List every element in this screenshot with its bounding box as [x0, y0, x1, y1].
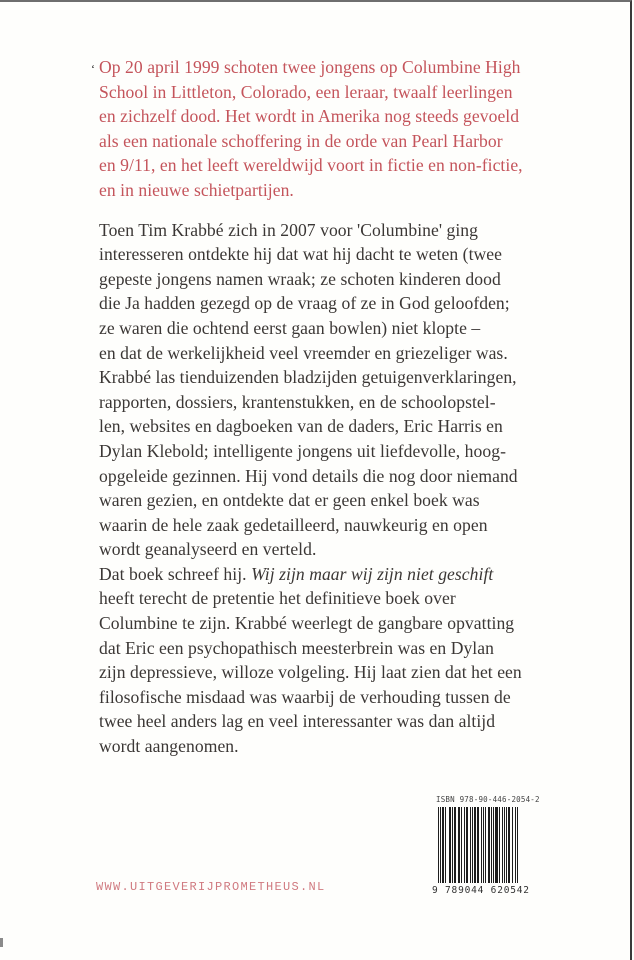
- scan-edge-mark: [0, 938, 3, 947]
- body-paragraph: [99, 218, 559, 759]
- publisher-website: WWW.UITGEVERIJPROMETHEUS.NL: [96, 880, 326, 894]
- lead-line: als een nationale schoffering in de orde van Pearl Harbor: [99, 130, 503, 151]
- body-line: Dylan Klebold; intelligente jongens uit liefdevolle, hoog-: [99, 440, 506, 461]
- lead-line: en in nieuwe schietpartijen.: [99, 179, 294, 200]
- body-line: Toen Tim Krabbé zich in 2007 voor 'Columbine' ging: [99, 219, 479, 240]
- lead-line: en zichzelf dood. Het wordt in Amerika nog steeds gevoeld: [99, 106, 520, 127]
- body-line: len, websites en dagboeken van de daders, Eric Harris en: [99, 416, 503, 437]
- body-line: twee heel anders lag en veel interessanter was dan altijd: [99, 711, 496, 732]
- body-line: ze waren die ochtend eerst gaan bowlen) niet klopte –: [99, 317, 481, 338]
- body-line: filosofische misdaad was waarbij de verhouding tussen de: [99, 686, 511, 707]
- body-line: zijn depressieve, willoze volgeling. Hij laat zien dat het een: [99, 662, 522, 683]
- body-line: waarin de hele zaak gedetailleerd, nauwkeurig en open: [99, 514, 488, 535]
- body-line: opgeleide gezinnen. Hij vond details die nog door niemand: [99, 465, 518, 486]
- lead-line: en 9/11, en het leeft wereldwijd voort in fictie en non-fictie,: [99, 155, 523, 176]
- blurb-text: [91, 55, 559, 759]
- body-line: heeft terecht de pretentie het definitieve boek over: [99, 588, 456, 609]
- body-line: rapporten, dossiers, krantenstukken, en de schoolopstel-: [99, 391, 496, 412]
- book-title-line: [99, 562, 559, 587]
- isbn-label: ISBN 978-90-446-2054-2: [436, 795, 540, 804]
- barcode-digits: 9 789044 620542: [432, 885, 530, 896]
- body-line: wordt aangenomen.: [99, 736, 239, 757]
- body-line: en dat de werkelijkheid veel vreemder en griezeliger was.: [99, 342, 508, 363]
- body-line: gepeste jongens namen wraak; ze schoten kinderen dood: [99, 268, 501, 289]
- body-line: waren gezien, en ontdekte dat er geen enkel boek was: [99, 490, 480, 511]
- body-line: Columbine te zijn. Krabbé weerlegt de gangbare opvatting: [99, 613, 515, 634]
- body-line: Krabbé las tienduizenden bladzijden getuigenverklaringen,: [99, 367, 517, 388]
- body-line: dat Eric een psychopathisch meesterbrein was en Dylan: [99, 637, 494, 658]
- body-line: wordt geanalyseerd en verteld.: [99, 539, 317, 560]
- barcode-bars-icon: [438, 807, 546, 883]
- quote-mark-icon: ‘: [91, 62, 96, 76]
- lead-line: Op 20 april 1999 schoten twee jongens op Columbine High: [99, 57, 521, 77]
- book-line-prefix: Dat boek schreef hij.: [99, 563, 252, 584]
- isbn-barcode: [432, 795, 550, 907]
- body-line: die Ja hadden gezegd op de vraag of ze in God geloofden;: [99, 293, 510, 314]
- body-line: interesseren ontdekte hij dat wat hij dacht te weten (twee: [99, 244, 503, 265]
- book-title: Wij zijn maar wij zijn niet geschift: [251, 563, 494, 584]
- lead-line: School in Littleton, Colorado, een leraar, twaalf leerlingen: [99, 81, 513, 102]
- lead-paragraph: [91, 55, 559, 203]
